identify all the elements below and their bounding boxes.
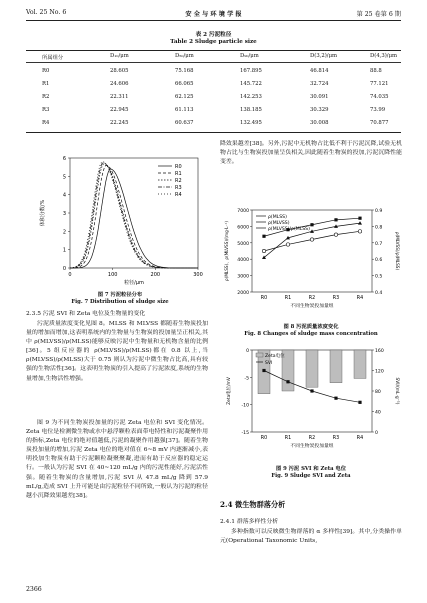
table-cell: 30.008: [310, 120, 329, 126]
fig9-y2tick-label: 160: [375, 349, 384, 354]
table-caption-cn: 表 2 污泥粒径: [195, 32, 232, 38]
fig9-legend-label: Zeta电位: [265, 354, 285, 359]
table-cell: 32.724: [310, 81, 329, 87]
table-cell: R3: [42, 107, 50, 113]
fig9-ytick-label: -15: [241, 431, 249, 436]
fig9-svi-point: [334, 397, 337, 400]
fig8-point: [262, 235, 265, 238]
fig7-legend-label: R0: [175, 164, 182, 170]
fig7-ytick-label: 6: [62, 156, 66, 162]
fig8-ylabel-right: ρ(MLVSS)/ρ(MLSS): [395, 231, 400, 271]
fig8-ytick-label: 3000: [237, 274, 249, 280]
table-top-rule: [26, 50, 401, 51]
fig8-point: [310, 223, 313, 226]
fig8-ytick-label: 4000: [237, 258, 249, 264]
table-cell: 142.253: [240, 94, 262, 100]
section-2-3-5-title: 2.3.5 污泥 SVI 和 Zeta 电位及生物量的变化: [26, 311, 146, 317]
fig9-y2tick-label: 80: [375, 390, 381, 395]
table-cell: 74.035: [370, 94, 389, 100]
fig9-xlabel: 不同生物炭投加量组: [290, 444, 334, 449]
table-bottom-rule: [26, 132, 401, 133]
fig9-y2tick-label: 40: [375, 410, 381, 416]
fig8-xtick-label: R0: [260, 296, 268, 301]
fig9-ylabel-left: Zeta电位/mV: [227, 377, 232, 405]
table-cell: 62.125: [175, 94, 194, 100]
table-caption-en: Table 2 Sludge particle size: [170, 39, 257, 45]
fig8-xtick-label: R4: [356, 296, 364, 301]
fig9-y2tick-label: 120: [375, 369, 384, 375]
fig8-ylabel-left: ρ(MLSS)、ρ(MLVSS)/(mg·L⁻¹): [224, 221, 229, 281]
table-cell: 22.311: [110, 94, 129, 100]
fig7-ytick-label: 4: [62, 192, 66, 199]
fig8-point: [358, 221, 362, 225]
table-cell: R2: [42, 94, 50, 100]
fig8-legend-label: ρ(MLSS): [268, 215, 287, 220]
fig8-xtick-label: R2: [308, 296, 316, 301]
fig8-ytick-label: 2000: [237, 291, 249, 296]
fig9-y2tick-label: 0: [375, 431, 378, 436]
fig8-point: [310, 238, 313, 241]
fig9-zeta-bar: [330, 350, 342, 383]
fig7-legend-label: R4: [175, 192, 182, 198]
fig7-chart: [30, 140, 210, 290]
fig9-ytick-label: -10: [241, 403, 249, 409]
fig8-legend-label: ρ(MLVSS): [268, 221, 290, 226]
fig9-xtick-label: R1: [284, 436, 292, 441]
fig9-ytick-label: 0: [246, 349, 249, 354]
right-paragraph: 降效果越差[38]。另外,污泥中无机物占比低不利于污泥沉降,试验无机物占比与生物炭投加量呈负相关,因此随着生物炭的投加,污泥沉降性能变差。: [220, 141, 402, 166]
table-cell: R1: [42, 81, 50, 87]
fig8-point: [358, 230, 361, 233]
fig9-ytick-label: -5: [244, 376, 249, 382]
fig9-caption-en: Fig. 9 Sludge SVI and Zeta: [271, 473, 351, 479]
table-cell: 73.99: [370, 107, 386, 113]
table-cell: R4: [42, 120, 50, 126]
left-paragraph-1: 污泥质量浓度变化见图 8。MLSS 和 MLVSS 都随着生物炭投加量的增加而增加,这表明系统内的生物量与生物炭的投加量呈正相关,其中 ρ(MLVSS)/ρ(MLSS)能够反映污泥中生物量和无机物含量的比例[36]。5 组反应器的 ρ(MLVSS)/ρ(MLSS)都在 0.8 以上,当 ρ(MLVSS)/ρ(MLSS)大于 0.75 则认为污泥中微生物占比高,具有较强的生物活性[36]。这表明生物炭的引入提高了污泥浓度,系统的生物量增加,生物活性增强。: [26, 321, 208, 382]
fig7-caption-cn: 图 7 污泥粒径分布: [97, 292, 143, 298]
fig7-legend-label: R3: [175, 185, 182, 191]
fig9-xtick-label: R0: [260, 436, 268, 441]
fig8-y2tick-label: 0.4: [375, 291, 383, 296]
table-cell: 22.245: [110, 120, 129, 126]
fig7-legend-label: R2: [175, 178, 182, 184]
fig8-point: [262, 249, 265, 252]
table-cell: 22.945: [110, 107, 129, 113]
fig8-y2tick-label: 0.5: [375, 274, 383, 280]
table-cell: 60.637: [175, 120, 194, 126]
fig7-xtick-label: 0: [68, 272, 72, 278]
section-2-4-1-title: 2.4.1 群落多样性分析: [220, 519, 279, 525]
table-cell: R0: [42, 68, 50, 74]
table-column-header: D(3,2)/μm: [310, 53, 338, 59]
table-column-header: D₁₀/μm: [110, 53, 129, 59]
table-column-header: D(4,3)/μm: [370, 53, 398, 59]
fig7-xtick-label: 100: [107, 272, 118, 278]
journal-title: 安 全 与 环 境 学 报: [185, 11, 242, 18]
fig8-ytick-label: 6000: [237, 225, 249, 231]
fig8-point: [334, 233, 337, 236]
fig8-xtick-label: R1: [284, 296, 292, 301]
fig8-ytick-label: 7000: [237, 209, 249, 214]
fig9-svi-point: [262, 369, 265, 372]
table-cell: 77.121: [370, 81, 389, 87]
table-column-header: 所属组分: [42, 55, 64, 61]
fig7-caption-en: Fig. 7 Distribution of sludge size: [71, 299, 169, 305]
table-cell: 24.606: [110, 81, 129, 87]
fig7-ytick-label: 2: [62, 229, 66, 236]
fig7-ytick-label: 0: [62, 266, 66, 272]
left-paragraph-2: 图 9 为不同生物炭投加量的污泥 Zeta 电位和 SVI 变化情况。Zeta 电位是检测微生物或水中悬浮颗粒表面带电特性和污泥凝聚作用的指标,Zeta 电位的绝对值越低,污泥的凝聚作用越强[37]。随着生物炭投加量的增加,污泥 Zeta 电位的绝对值在 6~8 mV 内逐渐减小,表明投加生物炭有助于污泥颗粒凝聚聚凝,进而有助于反应器的稳定运行。一般认为污泥 SVI 在 40~120 mL/g 内的污泥性能好,污泥活性强。随着生物炭的含量增加,污泥 SVI 从 47.8 mL/g 降到 57.9 mL/g,造成 SVI 上升可能是由污泥粒径不同所致,一般认为污泥的粒径越小沉降效果越差[38]。: [26, 420, 208, 499]
fig9-legend-swatch-zeta: [256, 353, 263, 357]
fig9-xtick-label: R3: [332, 436, 340, 441]
table-cell: 88.8: [370, 68, 382, 74]
journal-issue: 第 25 卷第 6 期: [356, 11, 401, 18]
table-cell: 138.185: [240, 107, 262, 113]
fig7-xtick-label: 300: [193, 272, 203, 278]
table-column-header: D₅₀/μm: [175, 53, 194, 59]
fig9-svi-point: [358, 401, 361, 404]
fig8-xtick-label: R3: [332, 296, 340, 301]
table-header-rule: [26, 62, 401, 63]
fig9-ylabel-right: SVI/(mL·g⁻¹): [394, 377, 399, 405]
fig7-xtick-label: 200: [150, 272, 161, 278]
fig7-ytick-label: 5: [62, 174, 66, 181]
fig9-svi-point: [310, 389, 313, 392]
fig8-y2tick-label: 0.6: [375, 258, 383, 264]
fig8-y2tick-label: 0.8: [375, 225, 383, 231]
table-cell: 167.895: [240, 68, 262, 74]
table-cell: 30.329: [310, 107, 329, 113]
fig9-caption-cn: 图 9 污泥 SVI 和 Zeta 电位: [275, 466, 347, 472]
table-cell: 75.168: [175, 68, 194, 74]
fig9-xtick-label: R4: [356, 436, 364, 441]
table-cell: 132.495: [240, 120, 262, 126]
fig8-point: [334, 218, 337, 221]
table-cell: 145.722: [240, 81, 262, 87]
table-cell: 46.814: [310, 68, 329, 74]
fig8-xlabel: 不同生物炭投加量组: [290, 304, 334, 309]
fig7-ytick-label: 1: [62, 247, 66, 254]
fig7-ylabel: 体积分数/%: [40, 199, 46, 227]
fig8-point: [358, 217, 361, 220]
fig9-legend-label: SVI: [265, 361, 273, 366]
fig7-legend-label: R1: [175, 171, 182, 177]
fig9-zeta-bar: [306, 350, 318, 387]
fig9-svi-point: [286, 380, 289, 383]
fig9-zeta-bar: [354, 350, 366, 378]
fig8-y2tick-label: 0.7: [375, 241, 383, 247]
section-2-4-1-paragraph: 多种指数可以反映微生物群落的 α 多样性[39]。其中,分类操作单元(Operational Taxonomic Units,: [220, 529, 402, 545]
table-cell: 66.065: [175, 81, 194, 87]
table-cell: 28.605: [110, 68, 129, 74]
fig8-point: [286, 243, 289, 246]
fig8-caption-en: Fig. 8 Changes of sludge mass concentration: [244, 331, 378, 337]
fig8-legend-label: ρ(MLVSS)/ρ(MLSS): [268, 227, 310, 232]
fig9-xtick-label: R2: [308, 436, 316, 441]
table-cell: 61.113: [175, 107, 194, 113]
journal-volume: Vol. 25 No. 6: [26, 9, 67, 16]
fig8-ytick-label: 5000: [237, 241, 249, 247]
fig7-ytick-label: 3: [62, 211, 66, 217]
fig7-xlabel: 粒径/μm: [124, 280, 144, 286]
table-cell: 70.877: [370, 120, 389, 126]
page-number: 2366: [26, 586, 42, 593]
header-rule: [26, 20, 401, 21]
fig8-caption-cn: 图 8 污泥质量浓度变化: [283, 324, 339, 330]
fig8-y2tick-label: 0.9: [375, 209, 383, 214]
table-column-header: D₉₀/μm: [240, 53, 259, 59]
fig9-chart: [220, 340, 402, 460]
table-cell: 30.091: [310, 94, 329, 100]
fig8-chart: [220, 200, 402, 320]
section-2-4-title: 2.4 微生物群落分析: [220, 500, 286, 509]
